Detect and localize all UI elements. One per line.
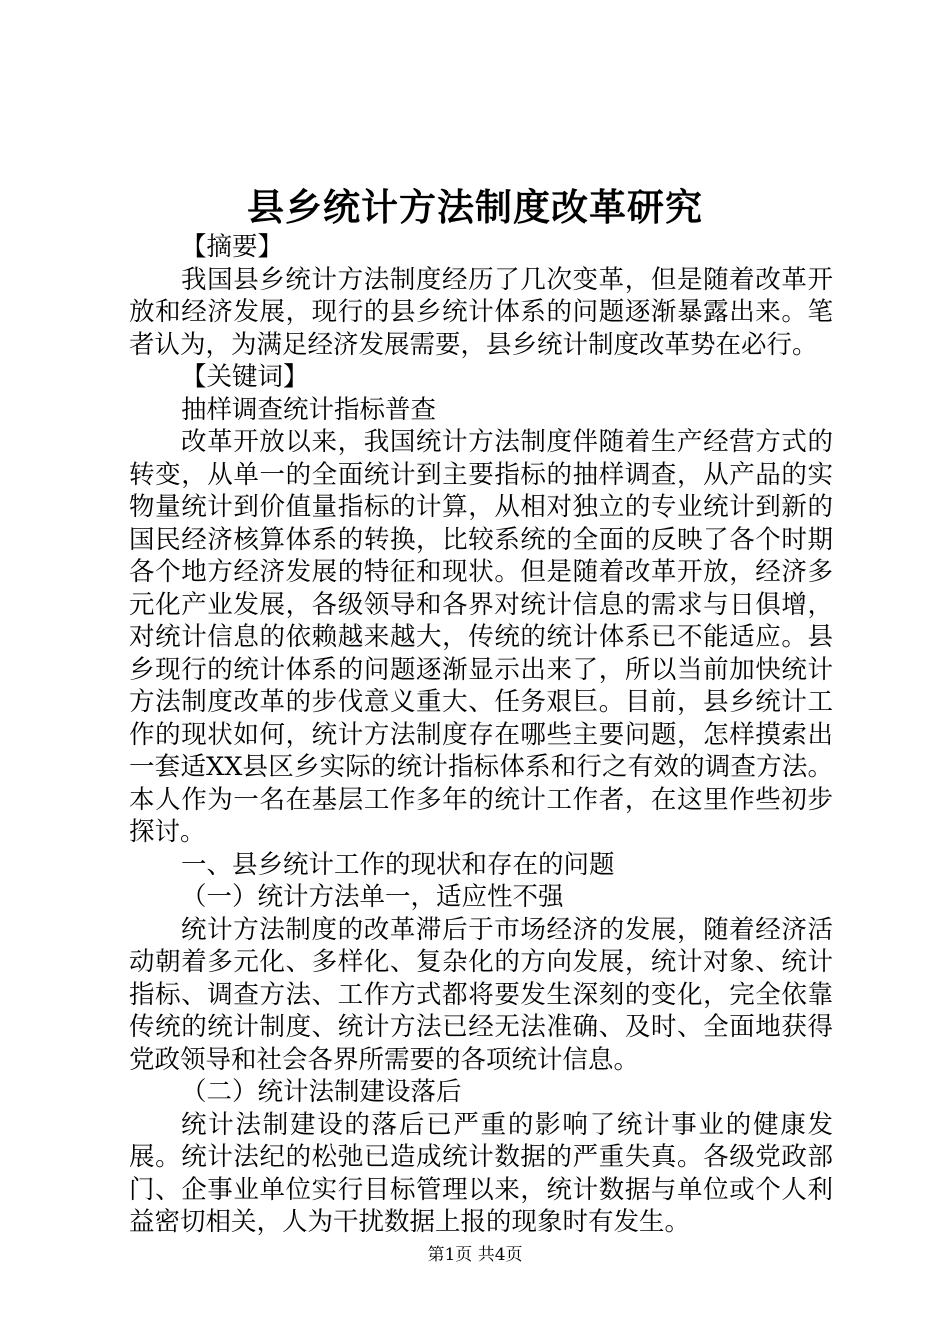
document-body [129,231,833,1239]
section-heading: 一、县乡统计工作的现状和存在的问题 [181,849,615,880]
keywords-paragraph: 抽样调查统计指标普查 [181,394,437,425]
subsection-paragraph: 统计法制建设的落后已严重的影响了统计事业的健康发展。统计法纪的松弛已造成统计数据的严重失真。各级党政部门、企事业单位实行目标管理以来，统计数据与单位或个人利益密切相关，人为干扰数据上报的现象时有发生。 [129,1109,833,1237]
page-footer: 第1页 共4页 [427,1245,523,1265]
subsection-heading: （一）统计方法单一，适应性不强 [181,882,564,912]
subsection-paragraph: 统计方法制度的改革滞后于市场经济的发展，随着经济活动朝着多元化、多样化、复杂化的方向发展，统计对象、统计指标、调查方法、工作方式都将要发生深刻的变化，完全依靠传统的统计制度、统计方法已经无法准确、及时、全面地获得党政领导和社会各界所需要的各项统计信息。 [129,914,833,1075]
keywords-heading: 【关键词】 [181,362,309,392]
subsection-heading: （二）统计法制建设落后 [181,1077,462,1107]
intro-paragraph: 改革开放以来，我国统计方法制度伴随着生产经营方式的转变，从单一的全面统计到主要指标的抽样调查，从产品的实物量统计到价值量指标的计算，从相对独立的专业统计到新的国民经济核算体系的转换，比较系统的全面的反映了各个时期各个地方经济发展的特征和现状。但是随着改革开放，经济多元化产业发展，各级领导和各界对统计信息的需求与日俱增，对统计信息的依赖越来越大，传统的统计体系已不能适应。县乡现行的统计体系的问题逐渐显示出来了，所以当前加快统计方法制度改革的步伐意义重大、任务艰巨。目前，县乡统计工作的现状如何，统计方法制度存在哪些主要问题，怎样摸索出一套适XX县区乡实际的统计指标体系和行之有效的调查方法。本人作为一名在基层工作多年的统计工作者，在这里作些初步探讨。 [129,427,833,847]
document-title: 县乡统计方法制度改革研究 [247,186,703,229]
abstract-heading: 【摘要】 [181,232,284,262]
abstract-paragraph: 我国县乡统计方法制度经历了几次变革，但是随着改革开放和经济发展，现行的县乡统计体系的问题逐渐暴露出来。笔者认为，为满足经济发展需要，县乡统计制度改革势在必行。 [129,264,833,360]
